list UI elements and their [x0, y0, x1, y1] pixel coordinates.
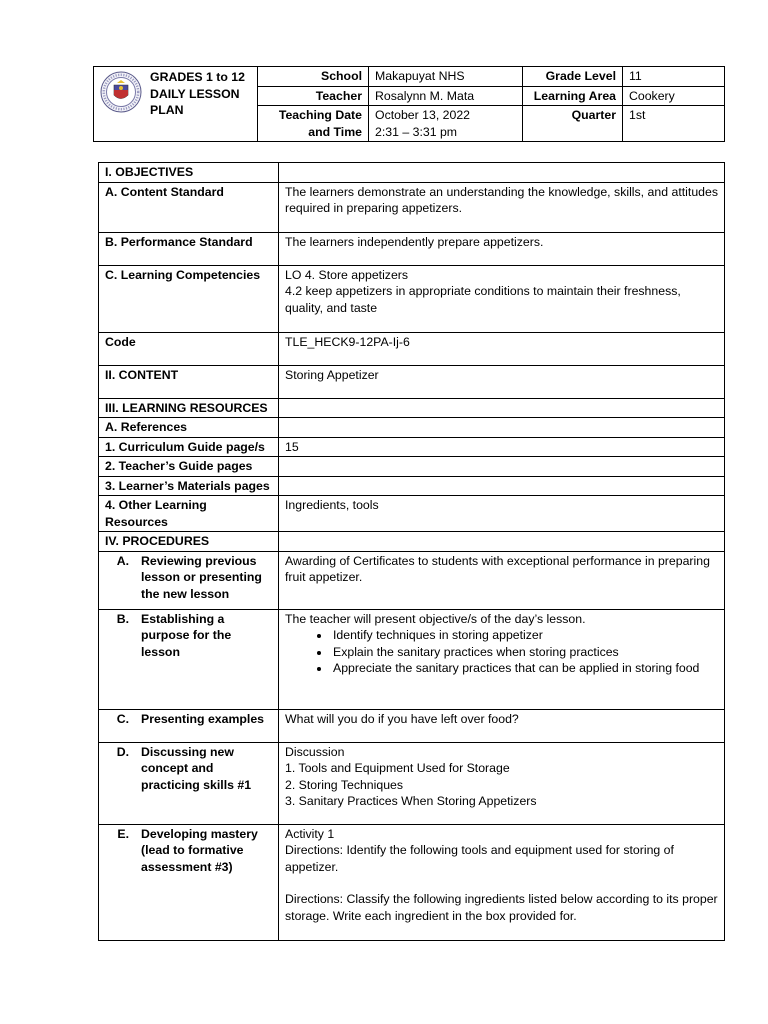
teacher-label: Teacher: [258, 86, 369, 106]
curriculum-guide-value: 15: [279, 437, 725, 457]
learner-materials-label: 3. Learner’s Materials pages: [99, 476, 279, 496]
empty-cell: [279, 476, 725, 496]
empty-cell: [279, 418, 725, 438]
procedure-letter: B.: [116, 611, 129, 626]
learning-resources-heading: III. LEARNING RESOURCES: [99, 398, 279, 418]
procedure-c-value: What will you do if you have left over food?: [279, 709, 725, 742]
procedure-b-intro: The teacher will present objective/s of the day’s lesson.: [285, 611, 586, 626]
learning-area-label: Learning Area: [523, 86, 623, 106]
header-logo-cell: [94, 67, 258, 142]
teacher-value: Rosalynn M. Mata: [369, 86, 523, 106]
teaching-date-value-line: 2:31 – 3:31 pm: [375, 124, 458, 139]
spacer: [285, 875, 718, 891]
learning-area-value: Cookery: [623, 86, 725, 106]
quarter-value: 1st: [623, 106, 725, 142]
discussion-line: 2. Storing Techniques: [285, 777, 404, 792]
lesson-plan-table: [98, 162, 725, 941]
procedure-text: Establishing a purpose for the lesson: [141, 611, 232, 659]
procedures-heading: IV. PROCEDURES: [99, 532, 279, 552]
learning-competencies-value: [279, 265, 725, 332]
performance-standard-label: B. Performance Standard: [99, 232, 279, 265]
header-table: [93, 66, 725, 142]
procedure-d-label: [99, 742, 279, 824]
empty-cell: [279, 457, 725, 477]
content-value: Storing Appetizer: [279, 365, 725, 398]
learning-competencies-label: C. Learning Competencies: [99, 265, 279, 332]
curriculum-guide-label: 1. Curriculum Guide page/s: [99, 437, 279, 457]
directions-text: Directions: Classify the following ingredients listed below according to its proper storage. Write each ingredient in the box provided for.: [285, 892, 718, 923]
bullet-item: • Explain the sanitary practices when storing practices: [331, 644, 718, 661]
activity-title: Activity 1: [285, 826, 335, 841]
procedure-text: Developing mastery (lead to formative assessment #3): [141, 826, 258, 874]
header-title-line: DAILY LESSON: [150, 86, 240, 101]
procedure-letter: A.: [116, 553, 129, 568]
header-title-line: GRADES 1 to 12: [150, 70, 245, 84]
procedure-letter: D.: [116, 744, 129, 759]
procedure-letter: C.: [116, 711, 129, 726]
performance-standard-value: The learners independently prepare appetizers.: [279, 232, 725, 265]
directions-text: Directions: Identify the following tools and equipment used for storing of appetizer.: [285, 843, 674, 874]
teaching-date-value-line: October 13, 2022: [375, 108, 471, 122]
procedure-text: Discussing new concept and practicing skills #1: [141, 744, 252, 792]
other-resources-value: Ingredients, tools: [279, 496, 725, 532]
procedure-e-value: [279, 824, 725, 940]
header-title-line: PLAN: [150, 103, 184, 117]
discussion-line: 3. Sanitary Practices When Storing Appetizers: [285, 794, 537, 808]
procedure-d-value: [279, 742, 725, 824]
header-title: [150, 69, 245, 119]
empty-cell: [279, 532, 725, 552]
procedure-b-label: [99, 609, 279, 709]
competency-line: LO 4. Store appetizers: [285, 267, 409, 282]
teaching-date-label: [258, 106, 369, 142]
school-value: Makapuyat NHS: [369, 67, 523, 87]
content-heading: II. CONTENT: [99, 365, 279, 398]
code-label: Code: [99, 332, 279, 365]
empty-cell: [279, 398, 725, 418]
competency-line: 4.2 keep appetizers in appropriate conditions to maintain their freshness, quality, and taste: [285, 284, 681, 315]
empty-cell: [279, 163, 725, 183]
objectives-heading: I. OBJECTIVES: [99, 163, 279, 183]
other-resources-label: 4. Other Learning Resources: [99, 496, 279, 532]
teaching-date-label-line: Teaching Date: [278, 108, 362, 122]
procedure-c-label: [99, 709, 279, 742]
code-value: TLE_HECK9-12PA-Ij-6: [279, 332, 725, 365]
references-label: A. References: [99, 418, 279, 438]
teaching-date-label-line: and Time: [308, 124, 362, 139]
content-standard-label: A. Content Standard: [99, 182, 279, 232]
grade-level-value: 11: [623, 67, 725, 87]
teaching-date-value: [369, 106, 523, 142]
deped-seal-icon: [100, 71, 142, 113]
procedure-a-label: [99, 551, 279, 609]
procedure-text: Reviewing previous lesson or presenting the new lesson: [141, 553, 262, 601]
discussion-line: 1. Tools and Equipment Used for Storage: [285, 761, 510, 775]
procedure-e-label: [99, 824, 279, 940]
quarter-label: Quarter: [523, 106, 623, 142]
school-label: School: [258, 67, 369, 87]
procedure-letter: E.: [117, 826, 129, 841]
objectives-bullet-list: [285, 627, 718, 677]
teacher-guide-label: 2. Teacher’s Guide pages: [99, 457, 279, 477]
procedure-a-value: Awarding of Certificates to students with exceptional performance in preparing fruit appetizer.: [279, 551, 725, 609]
procedure-b-value: [279, 609, 725, 709]
grade-level-label: Grade Level: [523, 67, 623, 87]
discussion-line: Discussion: [285, 744, 345, 759]
bullet-item: • Appreciate the sanitary practices that can be applied in storing food: [331, 660, 718, 677]
bullet-item: • Identify techniques in storing appetizer: [331, 627, 718, 644]
procedure-text: Presenting examples: [141, 711, 265, 726]
content-standard-value: The learners demonstrate an understanding the knowledge, skills, and attitudes required in preparing appetizers.: [279, 182, 725, 232]
